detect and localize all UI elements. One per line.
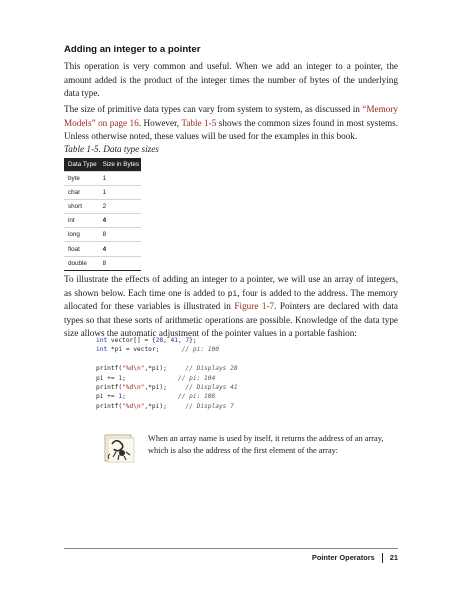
table-row (64, 214, 141, 228)
code-token: // pi: 108 (177, 393, 216, 401)
code-line (96, 393, 215, 400)
code-token: ; (122, 393, 178, 401)
cell-data-type: int (64, 214, 99, 228)
paragraph-data-sizes (64, 103, 398, 144)
code-token: // Displays 7 (185, 402, 234, 410)
text: shows the common sizes found in most systems. Unless otherwise noted, these values will be used for the examples in this book. (64, 117, 399, 142)
xref-figure-link[interactable]: Figure 1-7 (234, 301, 275, 312)
cell-data-type: short (64, 200, 99, 214)
text: The size of primitive data types can vary from system to system, as discussed in (64, 104, 363, 114)
code-token: int (96, 346, 108, 354)
code-token: pi += (96, 393, 119, 401)
text: To illustrate the effects of adding an integer to a pointer, we will use an array of integers, as shown below. Each time one is added to (64, 274, 398, 298)
page-footer (64, 553, 398, 563)
code-token: 7 (185, 337, 190, 344)
table-row (64, 172, 141, 186)
cell-data-type: long (64, 228, 99, 242)
code-token: pi += (96, 374, 119, 382)
code-token: printf( (96, 365, 123, 373)
code-token: // Displays 28 (185, 365, 238, 373)
code-token: // Displays 41 (185, 384, 238, 392)
code-token: 41 (170, 337, 178, 344)
paragraph-intro: This operation is very common and useful. When we add an integer to a pointer, the amount added is the product of the integer times the number of bytes of the underlying data type. (64, 61, 398, 99)
footer-divider (64, 548, 398, 549)
cell-size: 8 (99, 228, 141, 242)
code-token: "%d\n" (122, 365, 145, 373)
code-token: ,*pi); (144, 384, 186, 392)
table-row (64, 186, 141, 200)
table-row (64, 242, 141, 256)
data-type-size-table (64, 158, 141, 271)
code-line (96, 346, 219, 353)
column-header-data-type: Data Type (64, 158, 99, 172)
text: . Pointers are declared with data types so that these sorts of arithmetic operations are possible. Knowledge of the data type size allows the automatic adjustment of the pointer values in a portable fashion: (64, 301, 398, 339)
table-header-row (64, 158, 141, 172)
table-body (64, 172, 141, 271)
table-row (64, 200, 141, 214)
inline-code: pi (227, 288, 238, 298)
footer-section-title: Pointer Operators (311, 553, 375, 562)
code-token: printf( (96, 384, 123, 392)
code-token: , (177, 337, 186, 344)
cell-data-type: byte (64, 172, 99, 186)
xref-memory-models-link[interactable]: “Memory Models” on page 16 (64, 104, 398, 128)
column-header-size: Size in Bytes (99, 158, 141, 172)
cell-data-type: float (64, 242, 99, 256)
code-line (96, 365, 238, 372)
cell-size: 1 (99, 172, 141, 186)
code-token: 1 (118, 374, 123, 382)
tip-scorpion-icon (102, 432, 136, 464)
tip-note-text: When an array name is used by itself, it returns the address of an array, which is also the address of the first element of the array: (148, 434, 384, 455)
xref-table-link[interactable]: Table 1-5 (181, 117, 217, 128)
table-row (64, 256, 141, 270)
code-token: // pi: 100 (181, 346, 219, 354)
code-token: "%d\n" (122, 402, 145, 410)
section-heading: Adding an integer to a pointer (64, 44, 201, 55)
footer-separator (382, 553, 383, 563)
paragraph-pointer-arithmetic (64, 273, 398, 341)
cell-data-type: double (64, 256, 99, 270)
cell-size: 1 (99, 186, 141, 200)
code-token: "%d\n" (122, 384, 145, 392)
code-token: }; (189, 337, 197, 344)
code-token: // pi: 104 (177, 374, 216, 382)
code-token: int (96, 337, 108, 344)
code-line (96, 403, 234, 410)
cell-size: 8 (99, 256, 141, 270)
code-token: , (163, 337, 171, 344)
cell-size: 4 (99, 214, 141, 228)
cell-size: 4 (99, 242, 141, 256)
cell-size: 2 (99, 200, 141, 214)
code-listing (96, 336, 238, 411)
cell-data-type: char (64, 186, 99, 200)
code-line (96, 337, 197, 344)
code-token: *pi = vector; (107, 346, 182, 354)
table-row (64, 228, 141, 242)
code-token: printf( (96, 402, 123, 410)
code-line (96, 375, 215, 382)
page-number: 21 (389, 553, 398, 562)
text: . However, (138, 117, 182, 128)
code-token: 28 (155, 337, 164, 344)
code-token: 1 (118, 393, 123, 401)
code-token: vector[] = { (107, 337, 156, 344)
code-line (96, 384, 238, 391)
table-caption: Table 1-5. Data type sizes (64, 144, 159, 154)
code-token: ; (122, 374, 178, 382)
code-token: ,*pi); (144, 365, 186, 373)
text: , four is added to the address. The memory allocated for these variables is illustrated in (64, 287, 399, 312)
code-token: ,*pi); (144, 402, 186, 410)
